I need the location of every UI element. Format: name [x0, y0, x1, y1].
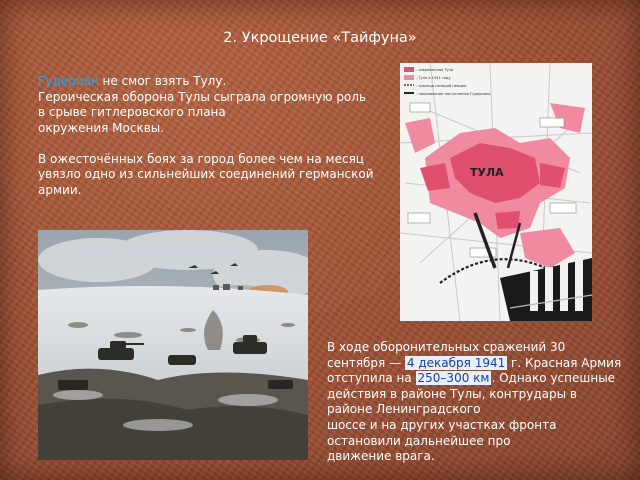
retreat-line-3-pre: отступила на — [327, 371, 416, 386]
intro-line-2: Героическая оборона Тулы сыграла огромную роль — [38, 89, 367, 104]
retreat-line-2-pre: сентября — — [327, 355, 405, 370]
intro-text — [38, 74, 398, 198]
intro-para2-line-2: увязло одно из сильнейших соединений германской — [38, 167, 374, 181]
map-legend-4: - направление наступления Гудериана — [416, 92, 491, 96]
intro-line-3: в срыве гитлеровского плана — [38, 105, 226, 119]
intro-para2-line-3: армии. — [38, 182, 82, 197]
battle-diorama-image — [38, 230, 308, 460]
retreat-line-8: движение врага. — [327, 449, 435, 464]
intro-line-4: окружения Москвы. — [38, 120, 165, 135]
slide-title: 2. Укрощение «Тайфуна» — [223, 30, 417, 46]
tula-map-svg — [400, 63, 592, 321]
intro-line-1-rest: не смог взять Тулу. — [98, 74, 227, 88]
distance-highlight: 250–300 км — [417, 371, 490, 386]
retreat-line-2 — [327, 356, 632, 372]
retreat-text — [327, 340, 632, 465]
retreat-line-1: В ходе оборонительных сражений 30 — [327, 340, 566, 354]
guderian-name: Гудериан — [38, 74, 99, 88]
battle-diorama-svg — [38, 230, 308, 460]
intro-line-1 — [38, 74, 398, 90]
date-end-highlight: 4 декабря 1941 — [406, 355, 506, 370]
retreat-line-4: действия в районе Тулы, контрудары в — [327, 386, 577, 401]
map-legend-1: - современная Тула — [416, 68, 454, 72]
intro-para2-line-1: В ожесточённых боях за город более чем на месяц — [38, 151, 364, 166]
retreat-line-3-post: . Однако успешные — [491, 371, 616, 386]
retreat-line-5: районе Ленинградского — [327, 402, 481, 417]
map-legend-2: - Тула в 1941 году — [416, 76, 451, 80]
map-city-label: ТУЛА — [470, 166, 504, 179]
map-legend-3: - граница позиций немцев — [416, 84, 467, 88]
retreat-line-2-post: г. Красная Армия — [507, 355, 622, 370]
retreat-line-6: шоссе и на других участках фронта — [327, 417, 557, 432]
retreat-line-7: остановили дальнейшее про — [327, 433, 511, 448]
tula-map-image — [400, 63, 592, 321]
retreat-line-3 — [327, 371, 632, 387]
